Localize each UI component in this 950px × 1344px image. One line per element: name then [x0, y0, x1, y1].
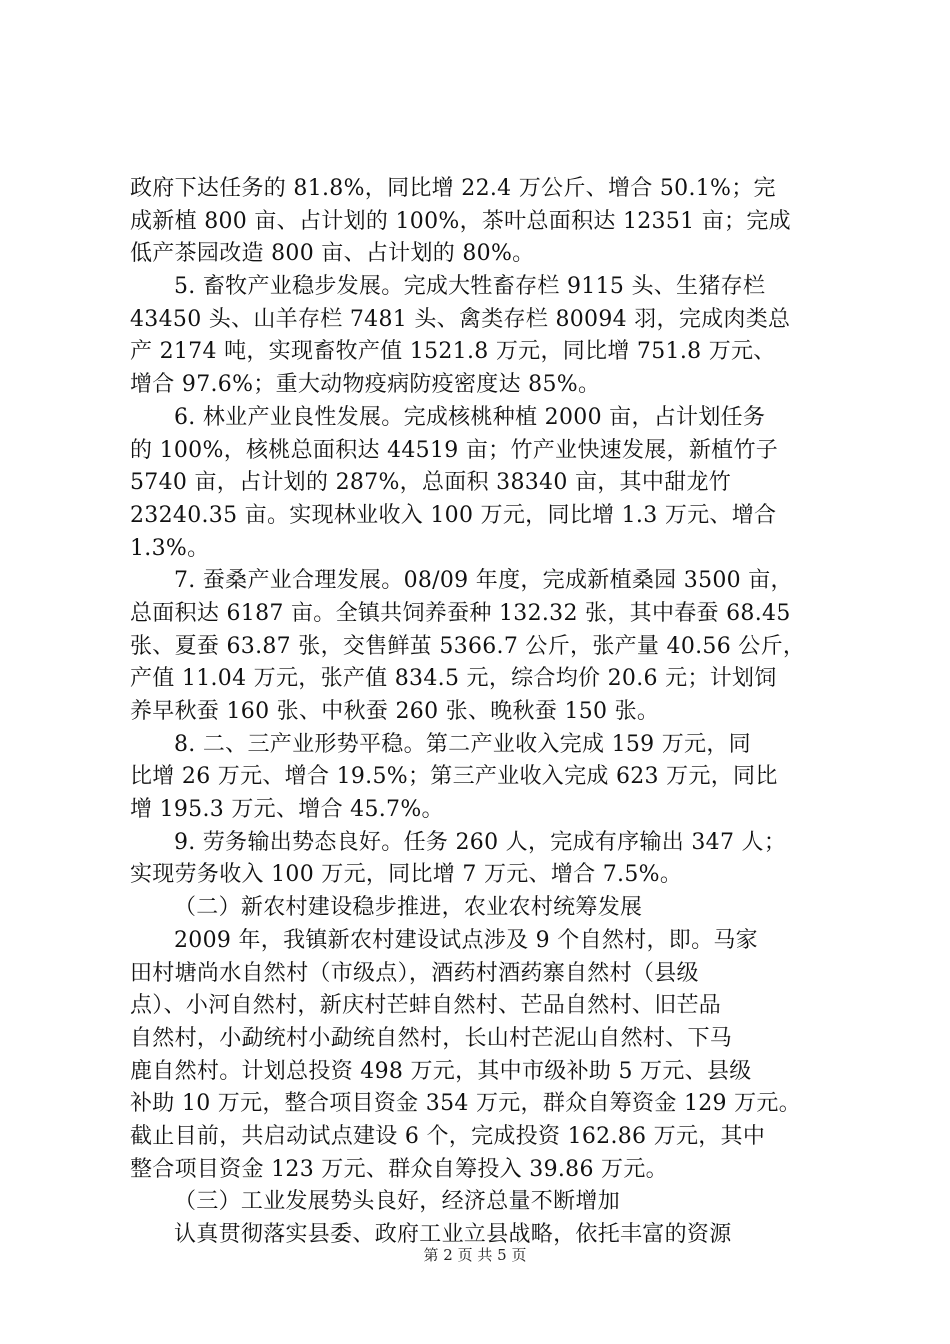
- text-line: 增合 97.6%；重大动物疫病防疫密度达 85%。: [130, 372, 601, 398]
- text-line: 补助 10 万元，整合项目资金 354 万元，群众自筹资金 129 万元。: [130, 1091, 802, 1117]
- text-line: 总面积达 6187 亩。全镇共饲养蚕种 132.32 张，其中春蚕 68.45: [130, 600, 791, 626]
- text-line: 点）、小河自然村，新庆村芒蚌自然村、芒品自然村、旧芒品: [130, 993, 722, 1019]
- text-line: 田村塘尚水自然村（市级点），酒药村酒药寨自然村（县级: [130, 960, 699, 986]
- text-line: 截止目前，共启动试点建设 6 个，完成投资 162.86 万元，其中: [130, 1123, 766, 1149]
- text-line: 产 2174 吨，实现畜牧产值 1521.8 万元，同比增 751.8 万元、: [130, 339, 776, 365]
- text-line: 认真贯彻落实县委、政府工业立县战略，依托丰富的资源: [174, 1222, 732, 1247]
- text-line: 低产茶园改造 800 亩、占计划的 80%。: [130, 241, 535, 267]
- text-line: 自然村，小勐统村小勐统自然村，长山村芒泥山自然村、下马: [130, 1025, 733, 1051]
- document-body: [130, 173, 830, 1252]
- text-line: 5740 亩，占计划的 287%，总面积 38340 亩，其中甜龙竹: [130, 470, 732, 496]
- page-footer: 第 2 页 共 5 页: [423, 1246, 527, 1264]
- text-line: 43450 头、山羊存栏 7481 头、禽类存栏 80094 羽，完成肉类总: [130, 306, 791, 332]
- text-line: 增 195.3 万元、增合 45.7%。: [130, 797, 444, 823]
- text-line: 5. 畜牧产业稳步发展。完成大牲畜存栏 9115 头、生猪存栏: [174, 274, 766, 300]
- text-line: 成新植 800 亩、占计划的 100%，茶叶总面积达 12351 亩；完成: [130, 208, 791, 234]
- text-line: 养早秋蚕 160 张、中秋蚕 260 张、晚秋蚕 150 张。: [130, 699, 660, 724]
- text-line: 2009 年，我镇新农村建设试点涉及 9 个自然村，即。马家: [174, 927, 758, 953]
- text-line: 8. 二、三产业形势平稳。第二产业收入完成 159 万元，同: [174, 731, 751, 757]
- text-line: 实现劳务收入 100 万元，同比增 7 万元、增合 7.5%。: [130, 862, 683, 888]
- text-line: 1.3%。: [130, 535, 210, 561]
- text-line: （二）新农村建设稳步推进，农业农村统筹发展: [174, 895, 643, 921]
- text-line: 6. 林业产业良性发展。完成核桃种植 2000 亩，占计划任务: [174, 404, 766, 430]
- text-line: 7. 蚕桑产业合理发展。08/09 年度，完成新植桑园 3500 亩，: [174, 568, 793, 594]
- text-line: 张、夏蚕 63.87 张，交售鲜茧 5366.7 公斤，张产量 40.56 公斤，: [130, 633, 806, 659]
- text-line: 整合项目资金 123 万元、群众自筹投入 39.86 万元。: [130, 1156, 668, 1182]
- text-line: 的 100%，核桃总面积达 44519 亩；竹产业快速发展，新植竹子: [130, 437, 779, 463]
- text-line: 鹿自然村。计划总投资 498 万元，其中市级补助 5 万元、县级: [130, 1058, 752, 1084]
- text-line: 比增 26 万元、增合 19.5%；第三产业收入完成 623 万元，同比: [130, 764, 778, 790]
- text-line: 产值 11.04 万元，张产值 834.5 元，综合均价 20.6 元；计划饲: [130, 666, 777, 692]
- text-line: 9. 劳务输出势态良好。任务 260 人，完成有序输出 347 人；: [174, 829, 787, 855]
- text-line: 23240.35 亩。实现林业收入 100 万元，同比增 1.3 万元、增合: [130, 502, 777, 528]
- text-line: 政府下达任务的 81.8%，同比增 22.4 万公斤、增合 50.1%；完: [130, 176, 776, 201]
- text-line: （三）工业发展势头良好，经济总量不断增加: [174, 1189, 621, 1215]
